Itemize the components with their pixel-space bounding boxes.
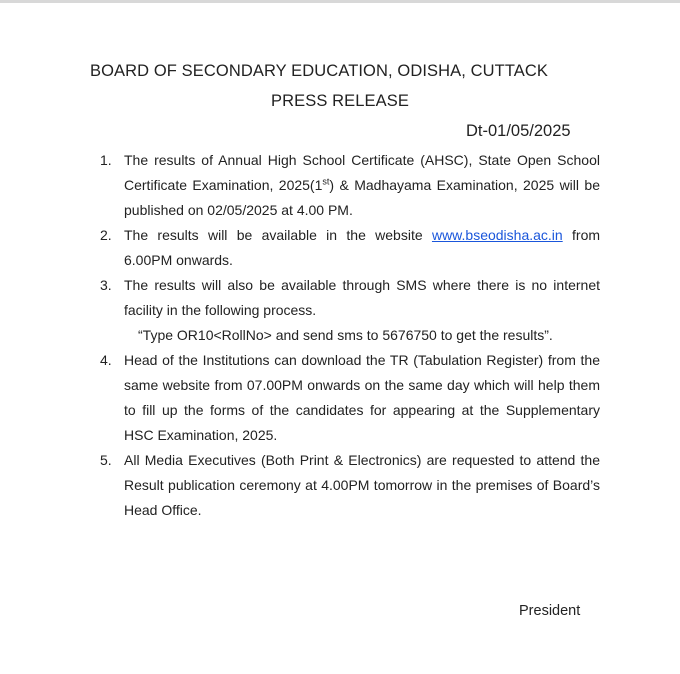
item-number: 5.	[100, 452, 112, 468]
board-heading: BOARD OF SECONDARY EDUCATION, ODISHA, CUTTACK	[90, 62, 548, 80]
ordinal-superscript: st	[322, 176, 330, 187]
list-item	[100, 273, 600, 348]
signature: President	[519, 603, 581, 619]
item-text	[124, 223, 600, 273]
list-item	[100, 348, 600, 448]
item-number: 2.	[100, 227, 112, 243]
list-item	[100, 223, 600, 273]
item-text-part: from 6.00PM onwards.	[124, 227, 601, 268]
list-item	[100, 148, 600, 223]
item-text: All Media Executives (Both Print & Electronics) are requested to attend the Result publication ceremony at 4.00PM tomorrow in the premises of Board’s Head Office.	[124, 452, 600, 518]
item-number: 3.	[100, 277, 112, 293]
sms-instruction: “Type OR10<RollNo> and send sms to 5676750 to get the results”.	[138, 327, 553, 343]
release-date: Dt-01/05/2025	[466, 122, 571, 140]
item-text: Head of the Institutions can download the TR (Tabulation Register) from the same website from 07.00PM onwards on the same day which will help them to fill up the forms of the candidates for appearing at the Supplementary HSC Examination, 2025.	[124, 352, 600, 443]
item-text	[124, 148, 600, 223]
page-title: PRESS RELEASE	[271, 92, 409, 110]
list-item	[100, 448, 600, 523]
item-number: 1.	[100, 152, 112, 168]
item-number: 4.	[100, 352, 112, 368]
item-text-part: The results will be available in the website	[124, 227, 432, 243]
item-text-part: ) & Madhayama Examination, 2025 will be published on 02/05/2025 at 4.00 PM.	[124, 177, 600, 218]
website-link[interactable]: www.bseodisha.ac.in	[431, 227, 563, 243]
notice-list	[100, 148, 600, 523]
item-text: The results will also be available through SMS where there is no internet facility in the following process.	[124, 277, 600, 318]
item-text-part: The results of Annual High School Certificate (AHSC), State Open School Certificate Examination, 2025(1	[124, 152, 600, 193]
